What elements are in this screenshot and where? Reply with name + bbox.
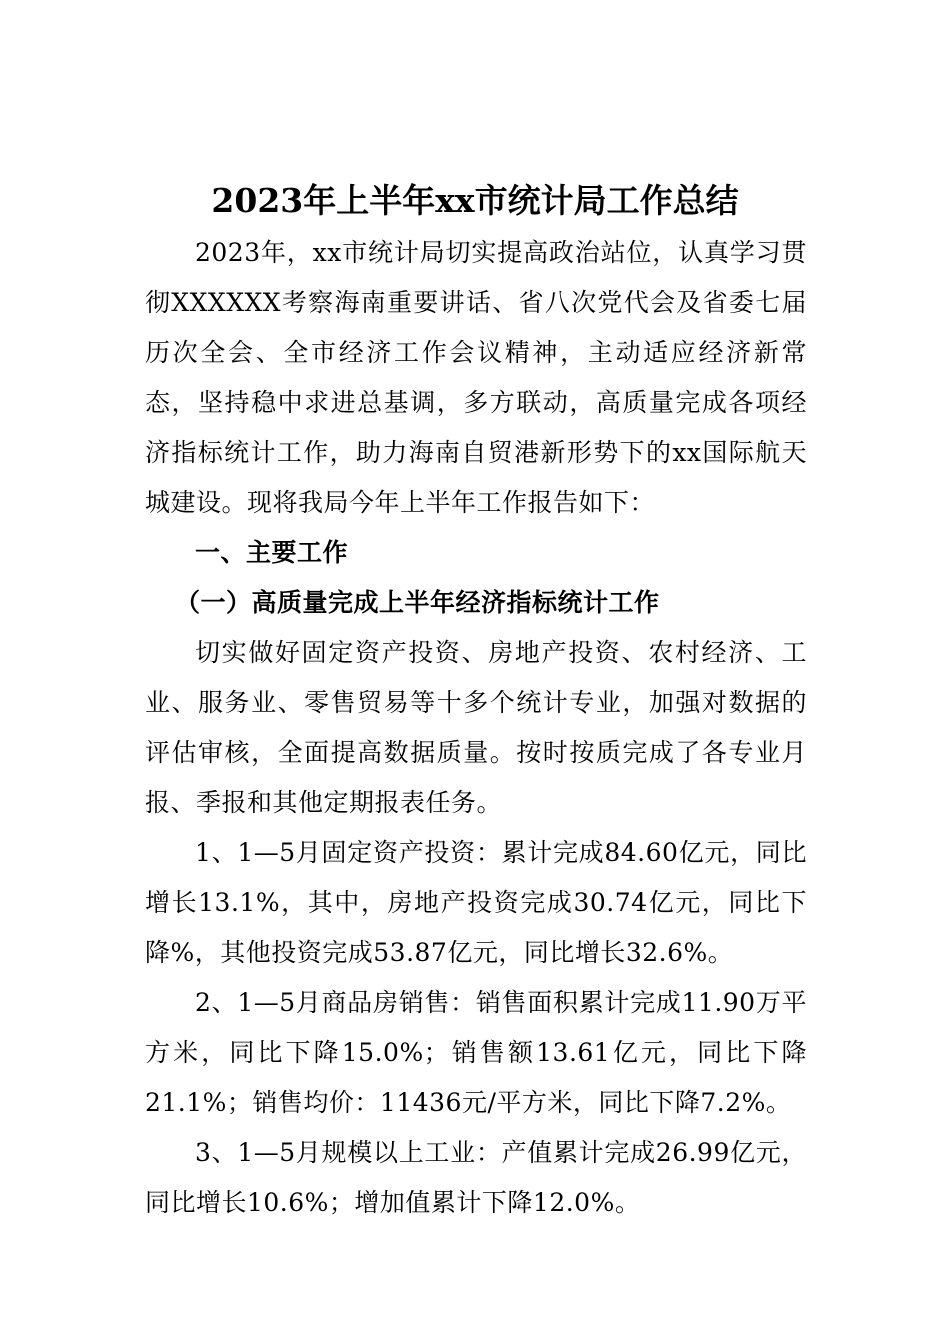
document-body: [145, 228, 807, 1228]
list-item-housing-sales: 2、1—5月商品房销售：销售面积累计完成11.90万平方米，同比下降15.0%；销售额13.61亿元，同比下降21.1%；销售均价：11436元/平方米，同比下降7.2%。: [145, 988, 807, 1117]
subsection-heading: （一）高质量完成上半年经济指标统计工作: [175, 588, 660, 617]
list-item-industry: 3、1—5月规模以上工业：产值累计完成26.99亿元，同比增长10.6%；增加值累计下降12.0%。: [145, 1138, 807, 1217]
intro-paragraph: 2023年，xx市统计局切实提高政治站位，认真学习贯彻XXXXXX考察海南重要讲话、省八次党代会及省委七届历次全会、全市经济工作会议精神，主动适应经济新常态，坚持稳中求进总基调，多方联动，高质量完成各项经济指标统计工作，助力海南自贸港新形势下的xx国际航天城建设。现将我局今年上半年工作报告如下：: [145, 238, 807, 517]
section-heading: 一、主要工作: [195, 538, 349, 567]
list-item-fixed-asset-investment: 1、1—5月固定资产投资：累计完成84.60亿元，同比增长13.1%，其中，房地产投资完成30.74亿元，同比下降%，其他投资完成53.87亿元，同比增长32.6%。: [145, 838, 807, 967]
subsection-paragraph: 切实做好固定资产投资、房地产投资、农村经济、工业、服务业、零售贸易等十多个统计专业，加强对数据的评估审核，全面提高数据质量。按时按质完成了各专业月报、季报和其他定期报表任务。: [145, 638, 807, 817]
document-title: 2023年上半年xx市统计局工作总结: [211, 181, 739, 220]
